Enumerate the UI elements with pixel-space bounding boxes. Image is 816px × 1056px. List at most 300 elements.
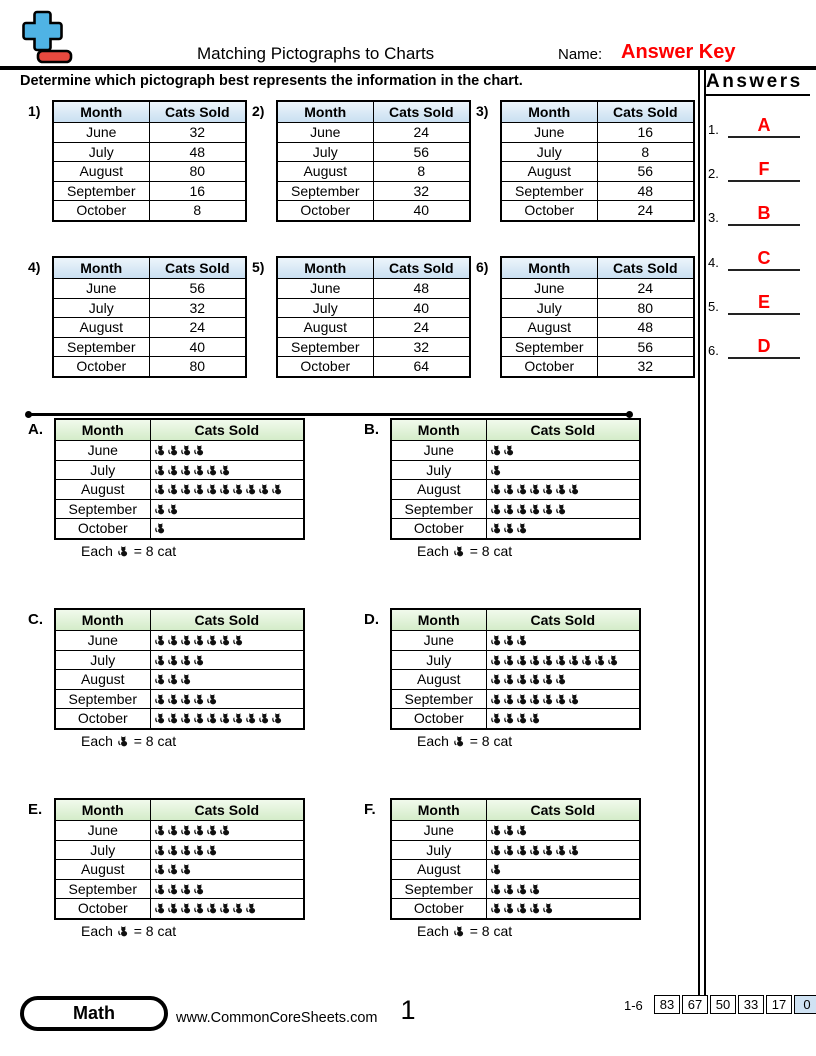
month-column-header: Month [55,609,150,631]
month-cell: July [53,298,149,318]
cat-icon [154,693,165,705]
cat-icon [490,634,501,646]
value-column-header: Cats Sold [373,101,470,123]
cat-icon [529,483,540,495]
month-cell: September [277,181,373,201]
cat-icons-cell [150,670,304,690]
table-row [391,460,640,480]
value-column-header: Cats Sold [149,101,246,123]
table-row [277,357,470,377]
cat-icon [529,503,540,515]
month-cell: September [391,879,486,899]
table-row [501,142,694,162]
chart-table-group [476,256,695,378]
score-box: 83 [654,995,680,1014]
table-row [391,480,640,500]
website-text: www.CommonCoreSheets.com [176,1010,378,1026]
cat-icon [219,483,230,495]
chart-table [52,100,247,222]
value-cell: 40 [373,298,470,318]
cat-icon [117,925,128,937]
cat-icon [529,712,540,724]
answer-item [706,287,806,315]
table-row [501,162,694,182]
cat-icons-cell [150,821,304,841]
cat-icon [219,634,230,646]
cat-icon [490,844,501,856]
cat-icon [490,503,501,515]
month-cell: July [391,840,486,860]
pictograph-letter-label: C. [28,611,43,628]
value-column-header: Cats Sold [149,257,246,279]
value-cell: 16 [149,181,246,201]
cat-icon [154,902,165,914]
month-cell: June [53,123,149,143]
value-column-header: Cats Sold [597,101,694,123]
month-cell: June [53,279,149,299]
month-cell: July [391,460,486,480]
cat-icon [516,844,527,856]
answer-number: 5. [708,298,719,314]
cat-icon [117,545,128,557]
cat-icon [193,824,204,836]
answer-blank-line [728,269,800,271]
cat-icon [271,483,282,495]
cat-icon [453,925,464,937]
cat-icon [167,693,178,705]
name-label: Name: [558,46,603,63]
month-cell: October [55,899,150,919]
cat-icon [516,503,527,515]
month-column-header: Month [391,609,486,631]
cat-icon [542,673,553,685]
table-row [501,181,694,201]
pictograph-key: Each = 8 cat [417,922,513,939]
cat-icons-cell [150,879,304,899]
chart-number-label: 4) [28,259,41,275]
score-box: 17 [766,995,792,1014]
value-cell: 32 [597,357,694,377]
table-row [53,279,246,299]
month-cell: September [55,689,150,709]
table-row [391,899,640,919]
table-row [53,318,246,338]
cat-icon [219,902,230,914]
chart-table [500,256,695,378]
cat-icon [516,673,527,685]
table-row [55,480,304,500]
cat-icon [568,483,579,495]
cat-icon [154,522,165,534]
cat-icon [503,634,514,646]
cat-icon [154,483,165,495]
month-cell: August [53,162,149,182]
table-row [277,337,470,357]
cat-icons-cell [486,650,640,670]
answer-letter: B [757,203,771,224]
cat-icon [180,883,191,895]
score-box: 50 [710,995,736,1014]
month-cell: October [391,709,486,729]
table-row [53,142,246,162]
cat-icon [529,902,540,914]
month-cell: October [277,201,373,221]
cat-icon [219,712,230,724]
table-row [53,123,246,143]
cat-icon [206,824,217,836]
pictograph-letter-label: E. [28,801,43,818]
cat-icon [490,483,501,495]
pictograph-letter-label: B. [364,421,379,438]
cat-icon [503,844,514,856]
pictograph-table [390,798,641,920]
table-row [501,279,694,299]
cat-icon [453,735,464,747]
table-row [277,162,470,182]
answer-number: 3. [708,210,719,226]
month-cell: September [53,181,149,201]
value-cell: 80 [149,357,246,377]
cat-icon [245,712,256,724]
chart-table-group [476,100,695,222]
cat-icon [193,654,204,666]
cat-icon [568,844,579,856]
cat-icon [180,863,191,875]
cat-icon [516,712,527,724]
cat-icon [581,654,592,666]
value-cell: 64 [373,357,470,377]
answer-number: 1. [708,122,719,137]
month-cell: October [55,519,150,539]
table-row [501,318,694,338]
answer-blank-line [728,357,800,359]
table-row [391,709,640,729]
month-column-header: Month [55,419,150,441]
pictograph-key: Each = 8 cat [417,542,513,559]
cat-icon [167,883,178,895]
value-column-header: Cats Sold [486,799,640,821]
cat-icons-cell [486,689,640,709]
answer-letter: D [757,336,771,356]
table-row [55,879,304,899]
table-row [55,499,304,519]
cat-icon [503,712,514,724]
table-row [391,879,640,899]
cat-icon [453,545,464,557]
value-column-header: Cats Sold [597,257,694,279]
cat-icon [568,693,579,705]
answer-blank-line [728,313,800,315]
cat-icon [167,464,178,476]
page-number: 1 [400,995,416,1025]
month-cell: June [501,123,597,143]
cat-icon [607,654,618,666]
pictograph-table [390,608,641,730]
table-row [391,821,640,841]
table-row [53,181,246,201]
month-cell: October [53,357,149,377]
cat-icon [490,464,501,476]
cat-icon [167,654,178,666]
cat-icons-cell [150,441,304,461]
cat-icon [529,883,540,895]
pictograph-group [28,608,305,749]
month-cell: September [53,337,149,357]
cat-icons-cell [150,650,304,670]
month-cell: July [55,650,150,670]
table-row [391,840,640,860]
table-row [55,441,304,461]
value-cell: 24 [597,279,694,299]
cat-icon [180,673,191,685]
answer-item [706,198,806,226]
cat-icon [503,522,514,534]
month-column-header: Month [391,419,486,441]
chart-table [500,100,695,222]
cat-icons-cell [486,879,640,899]
month-cell: September [501,181,597,201]
value-cell: 24 [149,318,246,338]
table-row [53,337,246,357]
month-cell: June [391,441,486,461]
cat-icons-cell [486,840,640,860]
cat-icon [154,863,165,875]
month-cell: July [53,142,149,162]
cat-icon [245,483,256,495]
cat-icon [167,824,178,836]
month-cell: June [391,631,486,651]
month-cell: September [55,879,150,899]
pictograph-table [390,418,641,540]
value-cell: 56 [149,279,246,299]
chart-table-group [252,256,471,378]
cat-icons-cell [150,899,304,919]
month-cell: August [277,162,373,182]
answer-item [706,331,806,359]
month-cell: June [55,821,150,841]
cat-icon [180,483,191,495]
value-cell: 56 [373,142,470,162]
table-row [55,709,304,729]
cat-icon [555,844,566,856]
table-row [391,499,640,519]
month-column-header: Month [501,101,597,123]
month-cell: August [391,480,486,500]
cat-icon [180,654,191,666]
cat-icons-cell [486,631,640,651]
table-row [391,689,640,709]
value-cell: 8 [597,142,694,162]
month-column-header: Month [53,257,149,279]
cat-icons-cell [150,480,304,500]
cat-icon [490,654,501,666]
cat-icon [206,844,217,856]
table-row [391,860,640,880]
value-cell: 48 [597,181,694,201]
pictograph-letter-label: A. [28,421,43,438]
cat-icon [490,693,501,705]
chart-table-group [252,100,471,222]
cat-icon [516,883,527,895]
month-column-header: Month [277,257,373,279]
cat-icon [490,824,501,836]
cat-icon [193,483,204,495]
month-cell: June [501,279,597,299]
cat-icon [555,483,566,495]
month-cell: July [391,650,486,670]
cat-icon [180,902,191,914]
score-box: 33 [738,995,764,1014]
cat-icons-cell [486,519,640,539]
table-row [53,162,246,182]
table-row [501,201,694,221]
cat-icon [232,634,243,646]
answer-number: 4. [708,254,719,270]
cat-icon [503,902,514,914]
cat-icon [206,634,217,646]
pictograph-table [54,798,305,920]
month-cell: August [277,318,373,338]
month-cell: September [277,337,373,357]
chart-table-group [28,100,247,222]
cat-icon [503,503,514,515]
cat-icon [232,712,243,724]
cat-icon [503,483,514,495]
cat-icon [542,503,553,515]
value-cell: 32 [149,298,246,318]
cat-icon [516,483,527,495]
cat-icon [542,654,553,666]
table-row [277,142,470,162]
cat-icon [542,483,553,495]
cat-icons-cell [486,480,640,500]
month-column-header: Month [391,799,486,821]
cat-icon [490,444,501,456]
cat-icon [167,503,178,515]
cat-icon [542,693,553,705]
month-cell: August [55,860,150,880]
pictograph-table [54,418,305,540]
cat-icon [542,902,553,914]
cat-icon [193,902,204,914]
answer-blank-line [728,224,800,226]
cat-icon [193,883,204,895]
cat-icon [154,712,165,724]
value-cell: 8 [149,201,246,221]
cat-icon [154,634,165,646]
chart-table [276,256,471,378]
month-cell: June [391,821,486,841]
cat-icon [258,483,269,495]
table-row [277,201,470,221]
cat-icon [245,902,256,914]
value-cell: 32 [373,181,470,201]
answer-letter: E [757,291,770,312]
cat-icon [490,712,501,724]
cat-icon [117,735,128,747]
value-cell: 56 [597,162,694,182]
cat-icon [180,824,191,836]
chart-number-label: 3) [476,103,489,119]
cat-icon [167,712,178,724]
answer-blank-line [728,136,800,138]
cat-icon [503,444,514,456]
cat-icons-cell [150,689,304,709]
cat-icon [206,464,217,476]
cat-icon [490,673,501,685]
cat-icon [180,693,191,705]
plus-minus-logo-icon [21,9,75,65]
pictograph-key: Each = 8 cat [81,542,177,559]
month-cell: September [501,337,597,357]
page-title: Matching Pictographs to Charts [197,44,435,63]
cat-icon [180,634,191,646]
pictograph-key: Each = 8 cat [417,732,513,749]
table-row [55,840,304,860]
cat-icon [154,464,165,476]
value-cell: 48 [373,279,470,299]
value-cell: 32 [149,123,246,143]
month-cell: August [53,318,149,338]
table-row [391,670,640,690]
cat-icon [193,712,204,724]
cat-icon [154,673,165,685]
cat-icon [219,824,230,836]
cat-icon [193,844,204,856]
pictograph-key: Each = 8 cat [81,922,177,939]
header-divider [0,66,816,70]
answer-item [706,243,806,271]
instruction-text: Determine which pictograph best represents the information in the chart. [20,73,523,89]
value-cell: 24 [373,318,470,338]
cat-icon [555,693,566,705]
month-cell: August [55,480,150,500]
cat-icon [516,693,527,705]
table-row [391,631,640,651]
chart-table [52,256,247,378]
month-cell: June [55,441,150,461]
value-cell: 56 [597,337,694,357]
cat-icon [206,902,217,914]
cat-icon [219,464,230,476]
cat-icon [193,634,204,646]
cat-icon [503,693,514,705]
pictograph-group [364,418,641,559]
cat-icon [516,902,527,914]
table-row [53,357,246,377]
answer-number: 6. [708,343,719,358]
cat-icon [167,863,178,875]
value-cell: 24 [373,123,470,143]
table-row [501,123,694,143]
table-row [55,650,304,670]
cat-icon [542,844,553,856]
table-row [53,298,246,318]
cat-icon [258,712,269,724]
value-column-header: Cats Sold [150,419,304,441]
month-cell: August [55,670,150,690]
cat-icons-cell [150,499,304,519]
table-row [55,670,304,690]
subject-badge-label: Math [23,999,165,1028]
cat-icon [529,654,540,666]
table-row [501,337,694,357]
table-row [277,279,470,299]
month-cell: July [55,460,150,480]
cat-icon [167,673,178,685]
cat-icon [154,824,165,836]
cat-icon [193,444,204,456]
